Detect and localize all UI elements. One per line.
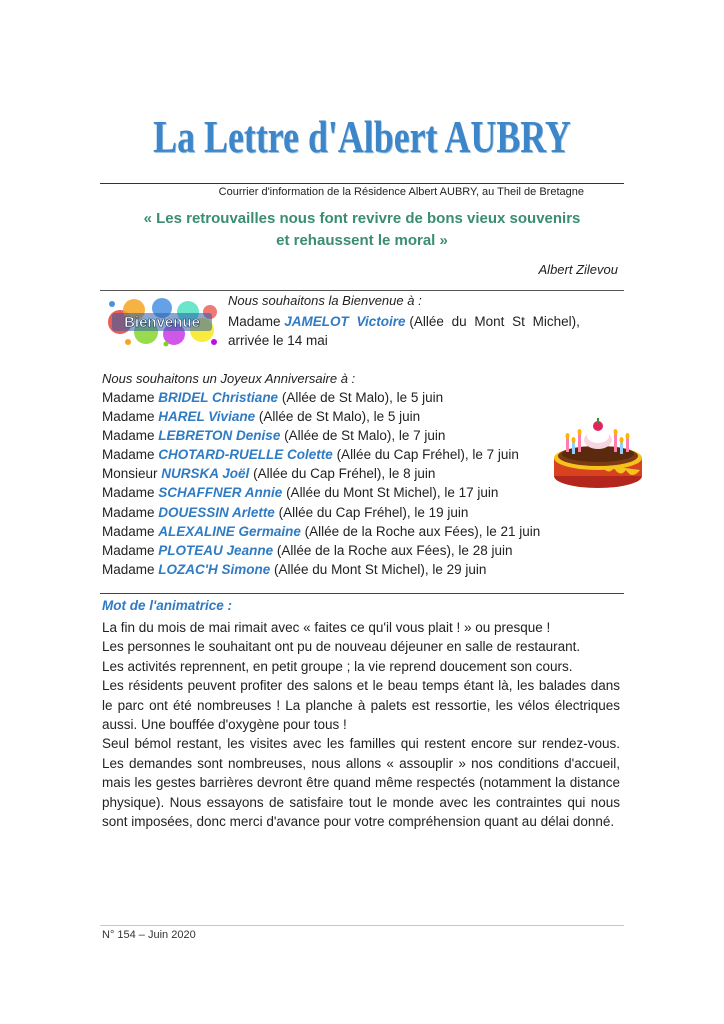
welcome-arrival: arrivée le 14 mai <box>228 333 328 348</box>
quote-line-2: et rehaussent le moral » <box>276 232 448 249</box>
animatrice-paragraph: La fin du mois de mai rimait avec « faites ce qu'il vous plait ! » ou presque ! <box>102 620 551 635</box>
welcome-divider <box>100 290 624 291</box>
birthday-item: Madame CHOTARD-RUELLE Colette (Allée du Cap Fréhel), le 7 juin <box>102 447 519 463</box>
welcome-title: Madame <box>228 314 281 329</box>
birthday-item: Madame BRIDEL Christiane (Allée de St Malo), le 5 juin <box>102 390 444 405</box>
footer-divider <box>100 925 624 926</box>
animatrice-paragraph: Seul bémol restant, les visites avec les familles qui restent encore sur rendez-vous. Les demandes sont nombreuses, nous allons « assouplir » nos conditions d'accueil, mais les gestes barrières devront être quand même respectés (notamment la distance physique). Nous essayons de satisfaire tout le monde avec les contraintes qui nous sont imposées, donc merci d'avance pour votre compréhension quant au délai donné. <box>102 736 620 830</box>
badge-text: Bienvenue <box>124 314 200 331</box>
newsletter-subtitle: Courrier d'information de la Résidence Albert AUBRY, au Theil de Bretagne <box>218 186 584 198</box>
welcome-details: (Allée du Mont St Michel), <box>409 314 580 329</box>
birthday-item: Madame SCHAFFNER Annie (Allée du Mont St Michel), le 17 juin <box>102 485 499 501</box>
welcome-name: JAMELOT Victoire <box>284 314 406 329</box>
birthday-item: Madame DOUESSIN Arlette (Allée du Cap Fréhel), le 19 juin <box>102 504 469 520</box>
birthday-name: HAREL Viviane <box>158 409 256 425</box>
birthday-item: Madame LEBRETON Denise (Allée de St Malo), le 7 juin <box>102 428 446 444</box>
bienvenue-splash-icon <box>106 296 218 348</box>
birthday-name: SCHAFFNER Annie <box>158 485 283 501</box>
birthday-item: Madame PLOTEAU Jeanne (Allée de la Roche aux Fées), le 28 juin <box>102 542 513 558</box>
birthday-list <box>102 388 562 579</box>
welcome-intro: Nous souhaitons la Bienvenue à : <box>228 293 422 308</box>
birthday-item: Madame ALEXALINE Germaine (Allée de la Roche aux Fées), le 21 juin <box>102 523 541 539</box>
newsletter-title: La Lettre d'Albert AUBRY <box>153 111 571 162</box>
birthday-item: Madame LOZAC'H Simone (Allée du Mont St Michel), le 29 juin <box>102 561 487 577</box>
birthday-item: Madame HAREL Viviane (Allée de St Malo), le 5 juin <box>102 409 421 425</box>
animatrice-body <box>102 618 620 831</box>
title-divider <box>100 183 624 184</box>
birthday-name: NURSKA Joël <box>161 466 250 482</box>
featured-quote <box>100 208 624 252</box>
animatrice-paragraph: Les résidents peuvent profiter des salons et le beau temps étant là, les balades dans le parc ont été nombreuses ! La planche à palets est ressortie, les vélos électriques aussi. Une bouffée d'oxygène pour tous ! <box>102 678 620 733</box>
birthday-name: DOUESSIN Arlette <box>158 504 275 520</box>
birthday-cake-icon <box>552 412 644 492</box>
birthday-name: CHOTARD-RUELLE Colette <box>158 447 333 463</box>
birthday-name: LEBRETON Denise <box>158 428 281 444</box>
birthday-intro: Nous souhaitons un Joyeux Anniversaire à : <box>102 371 356 386</box>
issue-number: N° 154 – Juin 2020 <box>102 929 196 941</box>
birthday-item: Monsieur NURSKA Joël (Allée du Cap Fréhel), le 8 juin <box>102 466 436 482</box>
welcome-entry <box>228 312 620 350</box>
quote-author: Albert Zilevou <box>538 262 618 277</box>
birthday-name: LOZAC'H Simone <box>158 561 271 577</box>
birthday-name: BRIDEL Christiane <box>158 390 279 405</box>
animatrice-paragraph: Les activités reprennent, en petit groupe ; la vie reprend doucement son cours. <box>102 658 573 674</box>
birthday-name: PLOTEAU Jeanne <box>158 542 274 558</box>
quote-line-1: « Les retrouvailles nous font revivre de bons vieux souvenirs <box>143 210 581 227</box>
animatrice-divider <box>100 593 624 594</box>
birthday-name: ALEXALINE Germaine <box>158 523 301 539</box>
animatrice-title: Mot de l'animatrice : <box>102 598 232 613</box>
animatrice-paragraph: Les personnes le souhaitant ont pu de nouveau déjeuner en salle de restaurant. <box>102 639 581 655</box>
